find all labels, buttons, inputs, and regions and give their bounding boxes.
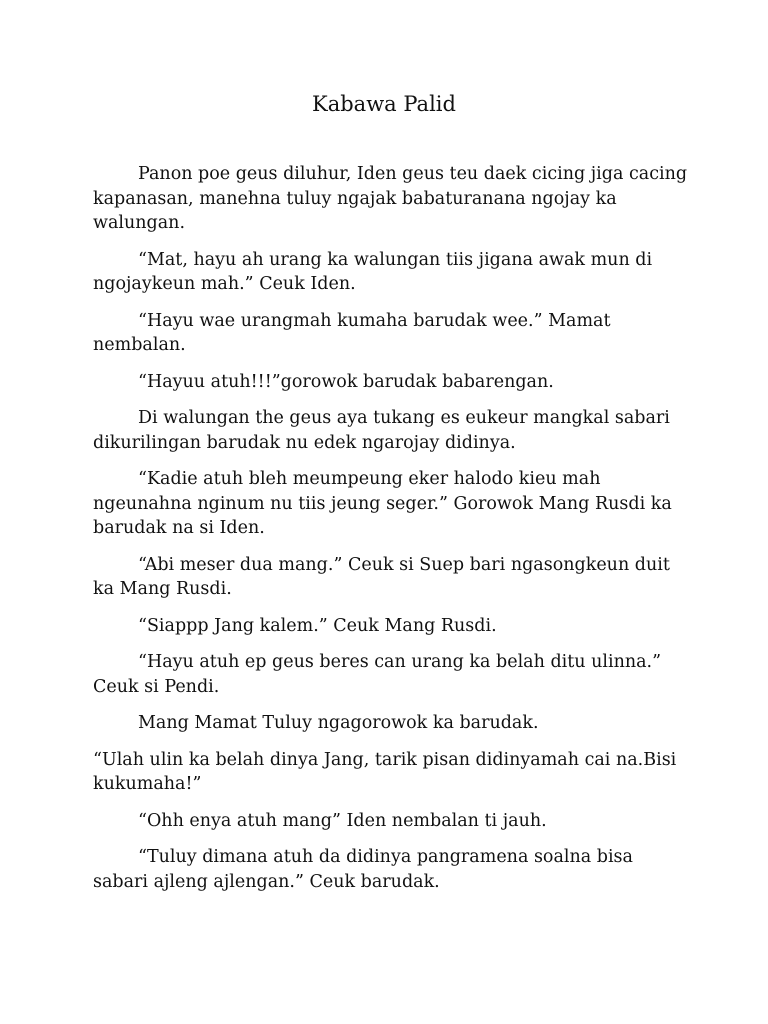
document-title: Kabawa Palid: [312, 92, 456, 116]
paragraph: “Siappp Jang kalem.” Ceuk Mang Rusdi.: [138, 615, 497, 636]
paragraph: “Mat, hayu ah urang ka walungan tiis jigana awak mun di ngojaykeun mah.” Ceuk Iden.: [93, 249, 653, 294]
paragraph: “Tuluy dimana atuh da didinya pangramena soalna bisa sabari ajleng ajlengan.” Ceuk barudak.: [93, 847, 633, 892]
paragraph: “Hayu atuh ep geus beres can urang ka belah ditu ulinna.” Ceuk si Pendi.: [93, 652, 662, 697]
paragraph: “Kadie atuh bleh meumpeung eker halodo kieu mah ngeunahna nginum nu tiis jeung seger.” Gorowok Mang Rusdi ka barudak na si Iden.: [93, 469, 672, 538]
paragraph: Di walungan the geus aya tukang es eukeur mangkal sabari dikurilingan barudak nu edek ngarojay didinya.: [93, 408, 670, 453]
paragraph: “Hayu wae urangmah kumaha barudak wee.” Mamat nembalan.: [93, 310, 611, 355]
paragraph: Panon poe geus diluhur, Iden geus teu daek cicing jiga cacing kapanasan, manehna tuluy ngajak babaturanana ngojay ka walungan.: [93, 164, 688, 233]
paragraph: “Ulah ulin ka belah dinya Jang, tarik pisan didinyamah cai na.Bisi kukumaha!”: [93, 749, 677, 794]
paragraph: “Abi meser dua mang.” Ceuk si Suep bari ngasongkeun duit ka Mang Rusdi.: [93, 554, 670, 599]
paragraph: Mang Mamat Tuluy ngagorowok ka barudak.: [138, 713, 539, 733]
paragraph: “Hayuu atuh!!!”gorowok barudak babarengan.: [138, 371, 554, 392]
paragraph: “Ohh enya atuh mang” Iden nembalan ti jauh.: [138, 810, 547, 831]
document-body: [93, 162, 693, 906]
